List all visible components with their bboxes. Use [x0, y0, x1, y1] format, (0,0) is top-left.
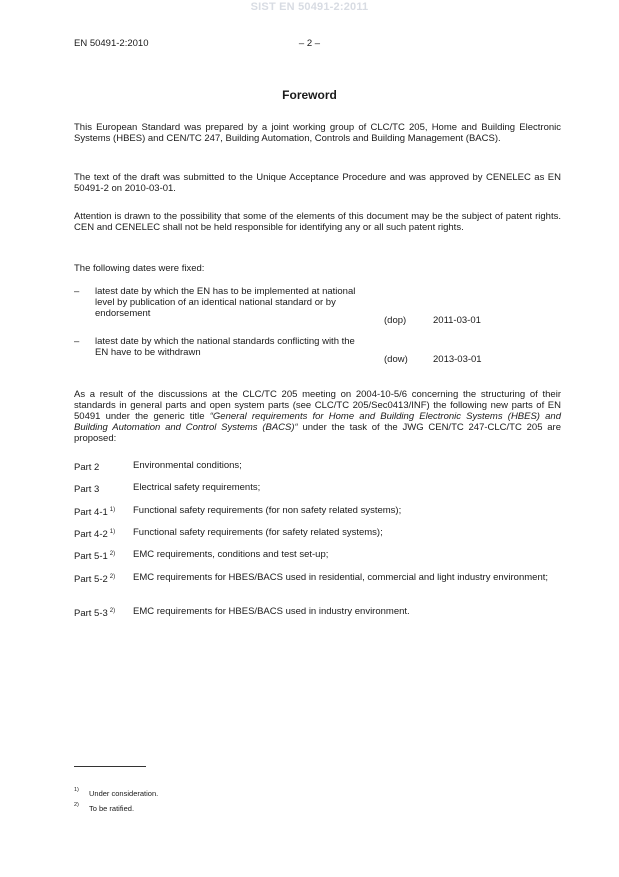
part-label: [74, 460, 132, 473]
paragraph-parts-intro: [74, 389, 561, 444]
footnote-mark: 2): [74, 802, 79, 808]
paragraph-preparation: This European Standard was prepared by a joint working group of CLC/TC 205, Home and Building Electronic Systems (HBES) and CEN/TC 247, Building Automation, Controls and Building Management (BACS).: [74, 122, 561, 144]
part-number: Part 5-1: [74, 551, 108, 562]
part-number: Part 5-2: [74, 574, 108, 585]
part-description: EMC requirements for HBES/BACS used in residential, commercial and light industry environment;: [133, 572, 549, 583]
part-description: EMC requirements for HBES/BACS used in industry environment.: [133, 606, 410, 617]
date-value: 2013-03-01: [433, 354, 482, 365]
part-number: Part 4-1: [74, 507, 108, 518]
date-value: 2011-03-01: [433, 315, 481, 326]
part-description: Environmental conditions;: [133, 460, 242, 471]
part-label: [74, 505, 132, 518]
part-number: Part 3: [74, 484, 100, 495]
part-number: Part 2: [74, 462, 100, 473]
date-description: latest date by which the EN has to be implemented at national level by publication of an identical national standard or by endorsement: [95, 286, 356, 319]
part-description: Functional safety requirements (for non safety related systems);: [133, 505, 402, 516]
parts-intro-tail: under the task of the JWG CEN/TC 247-CLC/TC 205 are proposed:: [74, 422, 561, 444]
generic-title: “General requirements for Home and Building Electronic Systems (HBES) and Building Automation and Control Systems (BACS)“: [74, 411, 561, 433]
document-id: EN 50491-2:2010: [74, 38, 149, 49]
footnote-mark: 1): [74, 787, 79, 793]
paragraph-approval: The text of the draft was submitted to the Unique Acceptance Procedure and was approved by CENELEC as EN 50491-2 on 2010-03-01.: [74, 172, 561, 194]
page-number: – 2 –: [298, 38, 321, 49]
footnote-separator: [74, 766, 146, 767]
dash-mark: –: [74, 286, 80, 297]
page-title: Foreword: [282, 88, 337, 102]
part-description: Functional safety requirements (for safety related systems);: [133, 527, 383, 538]
footnote-ref: 1): [109, 529, 116, 535]
part-description: EMC requirements, conditions and test set-up;: [133, 549, 329, 560]
paragraph-patent: Attention is drawn to the possibility that some of the elements of this document may be the subject of patent rights. CEN and CENELEC shall not be held responsible for identifying any or all such patent rights.: [74, 211, 561, 233]
part-label: [74, 549, 132, 562]
date-code: (dow): [384, 354, 408, 365]
parts-intro-text: As a result of the discussions at the CLC/TC 205 meeting on 2004-10-5/6 concerning the structuring of their standards in general parts and open system parts (see CLC/TC 205/Sec0413/INF) the following new parts of EN 50491 under the generic title: [74, 389, 561, 422]
part-label: [74, 606, 132, 619]
part-label: [74, 572, 132, 585]
part-description: Electrical safety requirements;: [133, 482, 261, 493]
part-number: Part 4-2: [74, 529, 108, 540]
part-label: [74, 527, 132, 540]
paragraph-dates-intro: The following dates were fixed:: [74, 263, 205, 274]
dash-mark: –: [74, 336, 80, 347]
date-code: (dop): [384, 315, 407, 326]
footnote-text: Under consideration.: [89, 789, 159, 798]
part-label: [74, 482, 132, 495]
footnote-text: To be ratified.: [89, 804, 135, 813]
footnote-ref: 2): [109, 574, 116, 580]
part-number: Part 5-3: [74, 608, 108, 619]
footnote-ref: 1): [109, 507, 116, 513]
watermark: SIST EN 50491-2:2011: [250, 1, 369, 13]
date-description: latest date by which the national standards conflicting with the EN have to be withdrawn: [95, 336, 355, 358]
footnote-ref: 2): [109, 608, 116, 614]
footnote-ref: 2): [109, 551, 116, 557]
